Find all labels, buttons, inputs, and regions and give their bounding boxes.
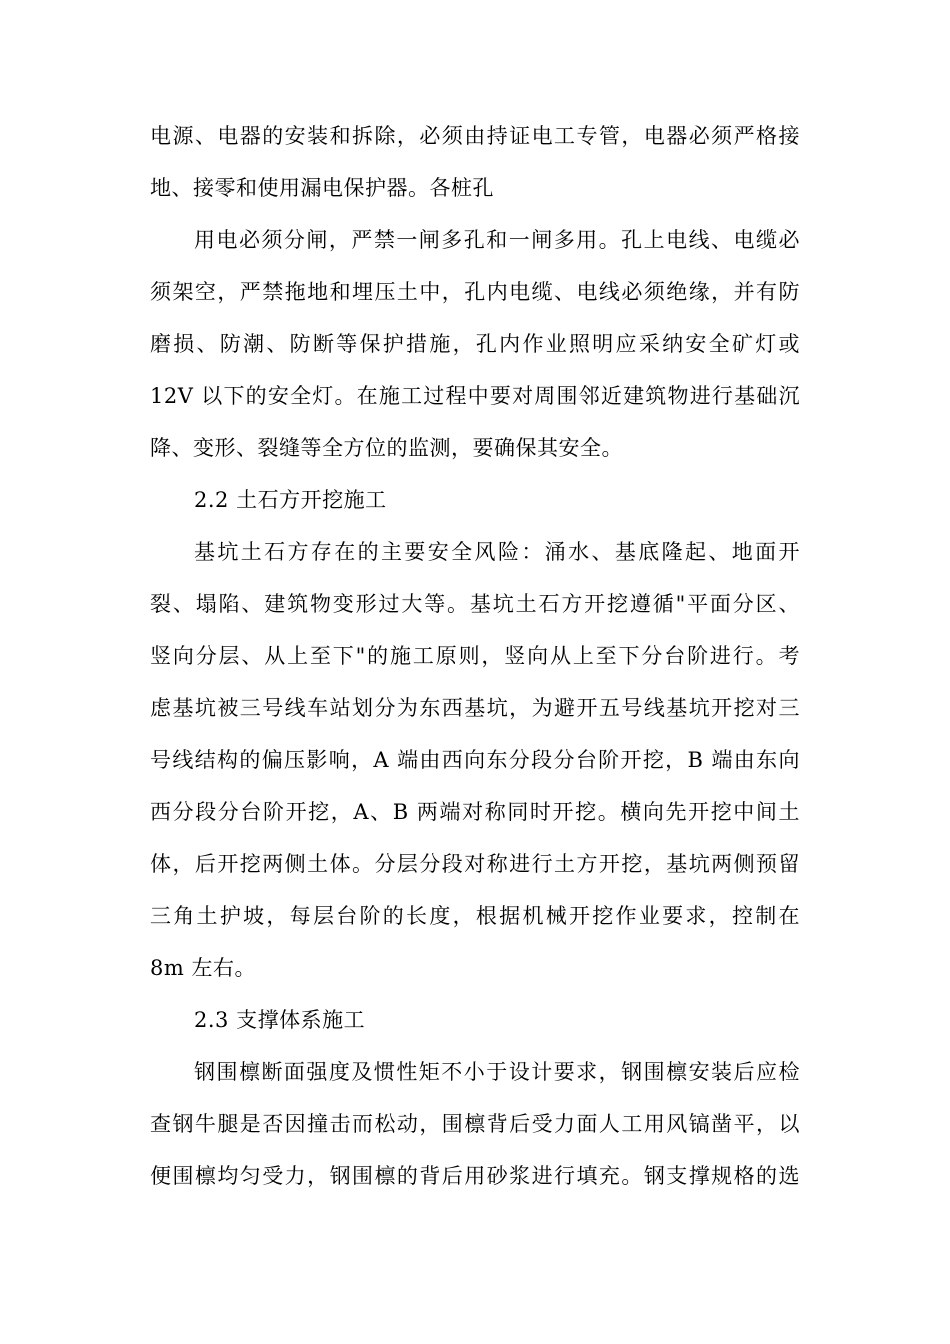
paragraph-line: 号线结构的偏压影响，A 端由西向东分段分台阶开挖，B 端由东向 xyxy=(150,748,800,772)
section-heading-2-3: 2.3 支撑体系施工 xyxy=(194,1008,366,1032)
paragraph-line: 8m 左右。 xyxy=(150,956,256,980)
paragraph-line: 地、接零和使用漏电保护器。各桩孔 xyxy=(150,176,494,200)
paragraph-line: 12V 以下的安全灯。在施工过程中要对周围邻近建筑物进行基础沉 xyxy=(150,384,800,408)
paragraph-line: 须架空，严禁拖地和埋压土中，孔内电缆、电线必须绝缘，并有防 xyxy=(150,280,800,304)
paragraph-line: 便围檩均匀受力，钢围檩的背后用砂浆进行填充。钢支撑规格的选 xyxy=(150,1164,800,1188)
paragraph-line: 磨损、防潮、防断等保护措施，孔内作业照明应采纳安全矿灯或 xyxy=(150,332,800,356)
paragraph-line: 用电必须分闸，严禁一闸多孔和一闸多用。孔上电线、电缆必 xyxy=(194,228,800,252)
section-heading-2-2: 2.2 土石方开挖施工 xyxy=(194,488,387,512)
document-body xyxy=(150,110,800,1202)
paragraph-line: 降、变形、裂缝等全方位的监测，要确保其安全。 xyxy=(150,436,623,460)
paragraph-line: 裂、塌陷、建筑物变形过大等。基坑土石方开挖遵循"平面分区、 xyxy=(150,592,800,616)
paragraph-line: 查钢牛腿是否因撞击而松动，围檩背后受力面人工用风镐凿平，以 xyxy=(150,1112,800,1136)
paragraph-line: 基坑土石方存在的主要安全风险：涌水、基底隆起、地面开 xyxy=(194,540,800,564)
paragraph-line: 三角土护坡，每层台阶的长度，根据机械开挖作业要求，控制在 xyxy=(150,904,800,928)
paragraph-line: 钢围檩断面强度及惯性矩不小于设计要求，钢围檩安装后应检 xyxy=(194,1060,800,1084)
paragraph-line: 虑基坑被三号线车站划分为东西基坑，为避开五号线基坑开挖对三 xyxy=(150,696,800,720)
paragraph-line: 电源、电器的安装和拆除，必须由持证电工专管，电器必须严格接 xyxy=(150,124,800,148)
paragraph-line: 西分段分台阶开挖，A、B 两端对称同时开挖。横向先开挖中间土 xyxy=(150,800,800,824)
paragraph-line: 体，后开挖两侧土体。分层分段对称进行土方开挖，基坑两侧预留 xyxy=(150,852,800,876)
paragraph-line: 竖向分层、从上至下"的施工原则，竖向从上至下分台阶进行。考 xyxy=(150,644,800,668)
